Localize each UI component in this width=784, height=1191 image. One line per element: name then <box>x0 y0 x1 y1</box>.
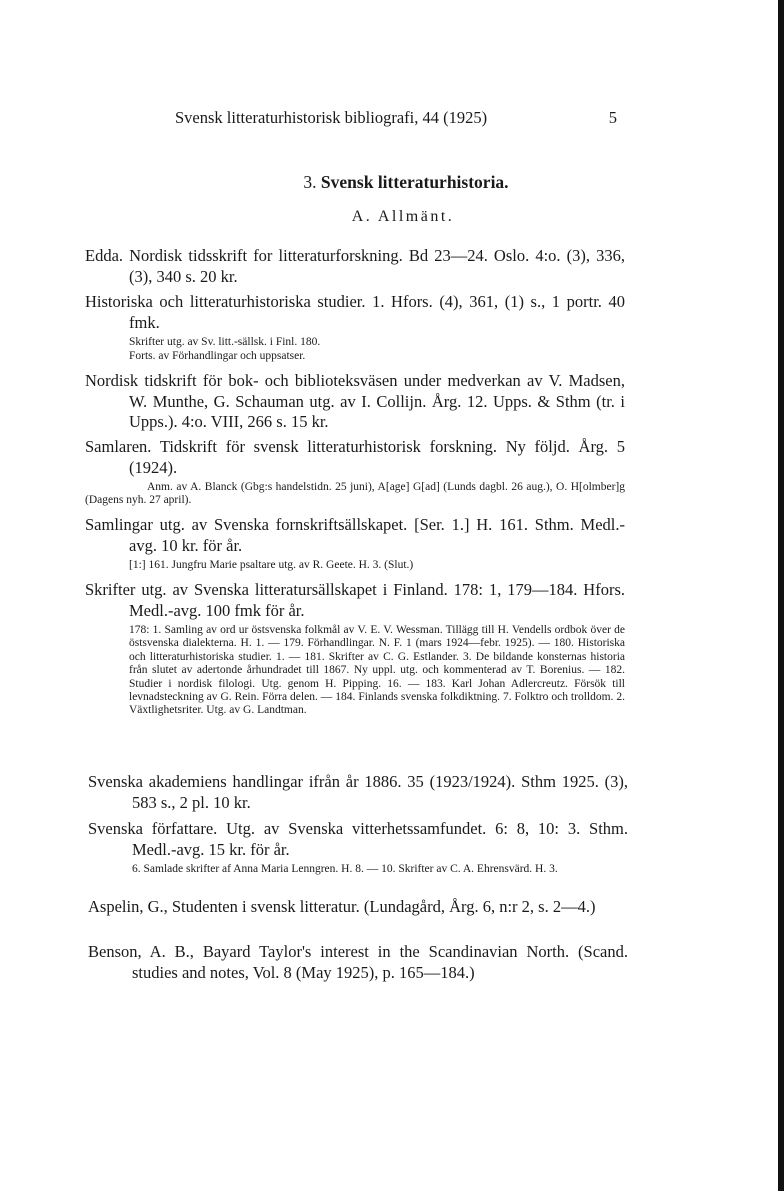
bibliography-entry <box>88 897 628 918</box>
entry-text: Svenska akademiens handlingar ifrån år 1886. 35 (1923/1924). Sthm 1925. (3), 583 s., 2 pl. 10 kr. <box>88 772 628 812</box>
entry-note: Skrifter utg. av Sv. litt.-sällsk. i Finl. 180. <box>129 336 321 348</box>
subsection-heading: A. Allmänt. <box>351 208 455 225</box>
page-number: 5 <box>608 108 617 127</box>
running-header <box>175 108 617 128</box>
entry-text: Nordisk tidskrift för bok- och biblioteksväsen under medverkan av V. Madsen, W. Munthe, G. Schauman utg. av I. Collijn. Årg. 12. Upps. & Sthm (tr. i Upps.). 4:o. VIII, 266 s. 15 kr. <box>85 371 625 431</box>
bibliography-entry <box>85 580 625 718</box>
section-number: 3. <box>303 172 317 192</box>
entry-text: Samlingar utg. av Svenska fornskriftsällskapet. [Ser. 1.] H. 161. Sthm. Medl.-avg. 10 kr. för år. <box>85 515 625 555</box>
bibliography-entry <box>85 437 625 508</box>
section-heading <box>0 172 784 193</box>
bibliography-entry <box>88 772 628 813</box>
entry-text: Historiska och litteraturhistoriska studier. 1. Hfors. (4), 361, (1) s., 1 portr. 40 fmk. <box>85 292 625 332</box>
entry-note: Forts. av Förhandlingar och uppsatser. <box>129 350 306 363</box>
entry-text: Samlaren. Tidskrift för svensk litteraturhistorisk forskning. Ny följd. Årg. 5 (1924). <box>85 437 625 477</box>
bibliography-entry <box>88 942 628 983</box>
bibliography-entry <box>85 246 625 287</box>
header-title: Svensk litteraturhistorisk bibliografi, 44 (1925) <box>175 108 488 127</box>
bibliography-entry <box>85 515 625 572</box>
entry-note: 178: 1. Samling av ord ur östsvenska folkmål av V. E. V. Wessman. Tillägg till H. Vendells ordbok över de östsvenska dialekterna. H. 1. — 179. Förhandlingar. N. F. 1 (mars 1924—febr. 1925). — 180. Historiska och litteraturhistoriska studier. 1. — 181. Skrifter av C. G. Estlander. 3. De bildande konsternas historia från slutet av adertonde århundradet till 1867. Ny uppl. utg. och kommenterad av T. Borenius. — 182. Studier i nordisk filologi. Utg. genom H. Pipping. 16. — 183. Karl Johan Adlercreutz. Försök till levnadsteckning av G. Rein. Förra delen. — 184. Finlands svenska folkdiktning. 7. Folktro och trolldom. 2. Växtlighetsriter. Utg. av G. Landtman. <box>129 624 625 717</box>
entry-text: Skrifter utg. av Svenska litteratursällskapet i Finland. 178: 1, 179—184. Hfors. Medl.-avg. 100 fmk för år. <box>85 580 625 620</box>
bibliography-entry <box>88 819 628 876</box>
bibliography-entry <box>85 371 625 433</box>
entry-text: Benson, A. B., Bayard Taylor's interest in the Scandinavian North. (Scand. studies and notes, Vol. 8 (May 1925), p. 165—184.) <box>88 942 628 982</box>
entry-text: Edda. Nordisk tidsskrift for litteraturforskning. Bd 23—24. Oslo. 4:o. (3), 336, (3), 340 s. 20 kr. <box>85 246 625 286</box>
entry-note: Anm. av A. Blanck (Gbg:s handelstidn. 25 juni), A[age] G[ad] (Lunds dagbl. 26 aug.), O. H[olmber]g (Dagens nyh. 27 april). <box>85 481 625 507</box>
entry-text: Svenska författare. Utg. av Svenska vitterhetssamfundet. 6: 8, 10: 3. Sthm. Medl.-avg. 15 kr. för år. <box>88 819 628 859</box>
entry-note: [1:] 161. Jungfru Marie psaltare utg. av R. Geete. H. 3. (Slut.) <box>129 559 414 571</box>
section-title: Svensk litteraturhistoria. <box>320 172 509 192</box>
entry-note: 6. Samlade skrifter af Anna Maria Lenngren. H. 8. — 10. Skrifter av C. A. Ehrensvärd. H. 3. <box>132 863 558 875</box>
bibliography-entry <box>85 292 625 364</box>
entry-text: Aspelin, G., Studenten i svensk litteratur. (Lundagård, Årg. 6, n:r 2, s. 2—4.) <box>88 897 596 916</box>
